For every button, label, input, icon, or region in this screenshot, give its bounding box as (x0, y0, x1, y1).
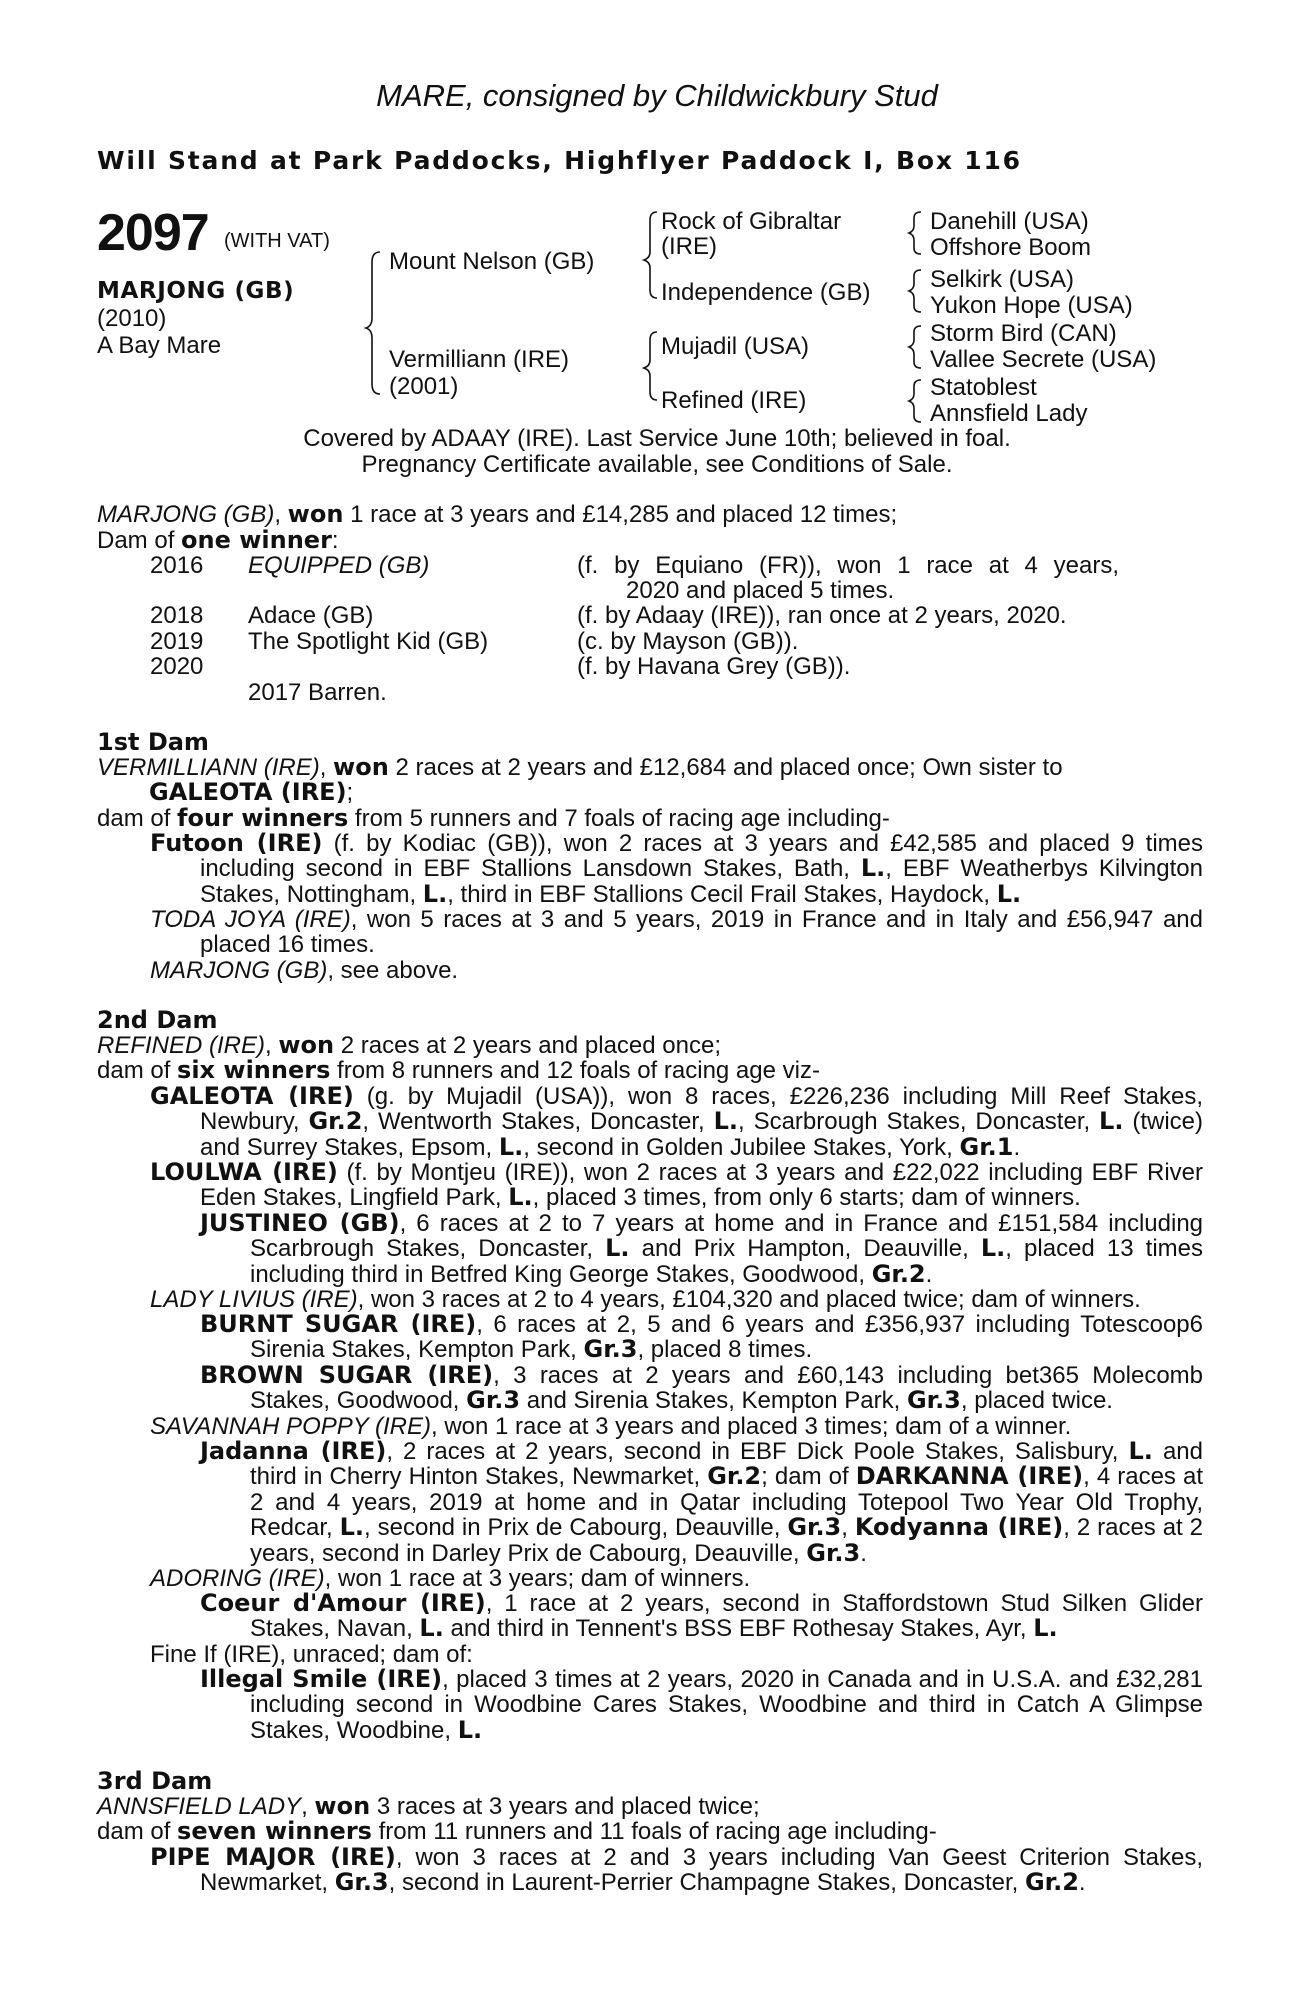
pedigree-sire-sire: Rock of Gibraltar (661, 208, 842, 235)
third-dam-heading: 3rd Dam (97, 1767, 213, 1795)
pedigree-ds-sire: Storm Bird (CAN) (930, 320, 1117, 347)
pregnancy-note: Pregnancy Certificate available, see Conditions of Sale. (361, 451, 953, 478)
horse-name: MARJONG (GB) (97, 278, 295, 304)
produce-details: (f. by Equiano (FR)), won 1 race at 4 years, (577, 552, 1119, 579)
galeota-entry: GALEOTA (IRE) (g. by Mujadil (USA)), won 8 races, £226,236 including Mill Reef Stakes, Newbury, Gr.2, Wentworth Stakes, Doncaster, L., Scarbrough Stakes, Doncaster, L. (twice) and Surrey Stakes, Epsom, L., second in Golden Jubilee Stakes, York, Gr.1. (150, 1082, 1204, 1161)
third-dam-produce: dam of seven winners from 11 runners and 11 foals of racing age including- (97, 1817, 937, 1845)
horse-year: (2010) (97, 305, 167, 332)
pedigree-braces (0, 0, 1314, 440)
produce-details-cont: 2020 and placed 5 times. (626, 577, 895, 604)
pedigree-dam-year: (2001) (389, 373, 459, 400)
first-dam-record: VERMILLIANN (IRE), won 2 races at 2 years and £12,684 and placed once; Own sister to GALEOTA (IRE); (97, 753, 1063, 807)
pedigree-dam-dam: Refined (IRE) (661, 387, 807, 414)
vat-note: (WITH VAT) (224, 230, 330, 252)
pedigree-ss-dam: Offshore Boom (930, 234, 1091, 261)
pedigree-ss-sire: Danehill (USA) (930, 208, 1089, 235)
pedigree-dam-sire: Mujadil (USA) (661, 333, 810, 360)
first-dam-heading: 1st Dam (97, 728, 209, 756)
pedigree-dam: Vermilliann (IRE) (389, 346, 570, 373)
first-dam-produce: dam of four winners from 5 runners and 7 foals of racing age including- (97, 804, 890, 832)
marjong-record: MARJONG (GB), won 1 race at 3 years and £14,285 and placed 12 times; (97, 500, 898, 528)
pedigree-sire: Mount Nelson (GB) (389, 248, 595, 275)
third-dam-record: ANNSFIELD LADY, won 3 races at 3 years and placed twice; (97, 1792, 760, 1820)
jadanna-entry: Jadanna (IRE), 2 races at 2 years, second in EBF Dick Poole Stakes, Salisbury, L. and third in Cherry Hinton Stakes, Newmarket, Gr.2; dam of DARKANNA (IRE), 4 races at 2 and 4 years, 2019 at home and in Qatar including Totepool Two Year Old Trophy, Redcar, L., second in Prix de Cabourg, Deauville, Gr.3, Kodyanna (IRE), 2 races at 2 years, second in Darley Prix de Cabourg, Deauville, Gr.3. (200, 1437, 1204, 1567)
produce-year: 2020 (150, 653, 204, 680)
illegal-smile-entry: Illegal Smile (IRE), placed 3 times at 2 years, 2020 in Canada and in U.S.A. and £32,281 including second in Woodbine Cares Stakes, Woodbine and third in Catch A Glimpse Stakes, Woodbine, L. (200, 1665, 1203, 1744)
produce-year: 2019 (150, 628, 204, 655)
horse-description: A Bay Mare (97, 332, 222, 359)
pedigree-dd-dam: Annsfield Lady (930, 400, 1088, 427)
toda-joya-entry: TODA JOYA (IRE), won 5 races at 3 and 5 years, 2019 in France and in Italy and £56,947 and placed 16 times. (150, 906, 1204, 959)
produce-name: Adace (GB) (248, 602, 374, 629)
produce-year: 2016 (150, 552, 204, 579)
fine-if-entry: Fine If (IRE), unraced; dam of: (150, 1641, 473, 1668)
coeur-damour-entry: Coeur d'Amour (IRE), 1 race at 2 years, second in Staffordstown Stud Silken Glider Stakes, Navan, L. and third in Tennent's BSS EBF Rothesay Stakes, Ayr, L. (200, 1589, 1204, 1643)
lot-number: 2097 (97, 204, 209, 262)
adoring-entry: ADORING (IRE), won 1 race at 3 years; dam of winners. (150, 1565, 751, 1592)
produce-year: 2018 (150, 602, 204, 629)
pedigree-dd-sire: Statoblest (930, 374, 1037, 401)
justineo-entry: JUSTINEO (GB), 6 races at 2 to 7 years at home and in France and £151,584 including Scarbrough Stakes, Doncaster, L. and Prix Hampton, Deauville, L., placed 13 times including third in Betfred King George Stakes, Goodwood, Gr.2. (200, 1209, 1204, 1288)
pedigree-ds-dam: Vallee Secrete (USA) (930, 346, 1157, 373)
pedigree-sire-dam: Independence (GB) (661, 279, 871, 306)
futoon-entry: Futoon (IRE) (f. by Kodiac (GB)), won 2 races at 3 years and £42,585 and placed 9 times including second in EBF Stallions Lansdown Stakes, Bath, L., EBF Weatherbys Kilvington Stakes, Nottingham, L., third in EBF Stallions Cecil Frail Stakes, Haydock, L. (150, 829, 1203, 908)
pedigree-sd-dam: Yukon Hope (USA) (930, 292, 1133, 319)
produce-name: The Spotlight Kid (GB) (248, 628, 489, 655)
covered-note: Covered by ADAAY (IRE). Last Service June 10th; believed in foal. (303, 425, 1011, 452)
produce-details: (f. by Havana Grey (GB)). (577, 653, 851, 680)
pipe-major-entry: PIPE MAJOR (IRE), won 3 races at 2 and 3 years including Van Geest Criterion Stakes, Newmarket, Gr.3, second in Laurent-Perrier Champagne Stakes, Doncaster, Gr.2. (150, 1843, 1203, 1897)
page-title: MARE, consigned by Childwickbury Stud (376, 78, 938, 113)
second-dam-heading: 2nd Dam (97, 1006, 218, 1034)
second-dam-record: REFINED (IRE), won 2 races at 2 years and placed once; (97, 1031, 721, 1059)
second-dam-produce: dam of six winners from 8 runners and 12 foals of racing age viz- (97, 1056, 820, 1084)
marjong-ref: MARJONG (GB), see above. (150, 957, 459, 984)
lady-livius-entry: LADY LIVIUS (IRE), won 3 races at 2 to 4 years, £104,320 and placed twice; dam of winners. (150, 1286, 1141, 1313)
burnt-sugar-entry: BURNT SUGAR (IRE), 6 races at 2, 5 and 6 years and £356,937 including Totescoop6 Sirenia Stakes, Kempton Park, Gr.3, placed 8 times. (200, 1310, 1204, 1364)
savannah-poppy-entry: SAVANNAH POPPY (IRE), won 1 race at 3 years and placed 3 times; dam of a winner. (150, 1413, 1072, 1440)
barren-note: 2017 Barren. (248, 679, 387, 706)
brown-sugar-entry: BROWN SUGAR (IRE), 3 races at 2 years and £60,143 including bet365 Molecomb Stakes, Goodwood, Gr.3 and Sirenia Stakes, Kempton Park, Gr.3, placed twice. (200, 1361, 1204, 1415)
stand-location: Will Stand at Park Paddocks, Highflyer Paddock I, Box 116 (97, 146, 1022, 175)
marjong-dam-of: Dam of one winner: (97, 526, 339, 554)
produce-name: EQUIPPED (GB) (248, 552, 430, 579)
pedigree-sd-sire: Selkirk (USA) (930, 266, 1075, 293)
produce-details: (c. by Mayson (GB)). (577, 628, 799, 655)
produce-details: (f. by Adaay (IRE)), ran once at 2 years, 2020. (577, 602, 1067, 629)
pedigree-sire-sire-country: (IRE) (661, 233, 717, 260)
loulwa-entry: LOULWA (IRE) (f. by Montjeu (IRE)), won 2 races at 3 years and £22,022 including EBF River Eden Stakes, Lingfield Park, L., placed 3 times, from only 6 starts; dam of winners. (150, 1158, 1204, 1212)
